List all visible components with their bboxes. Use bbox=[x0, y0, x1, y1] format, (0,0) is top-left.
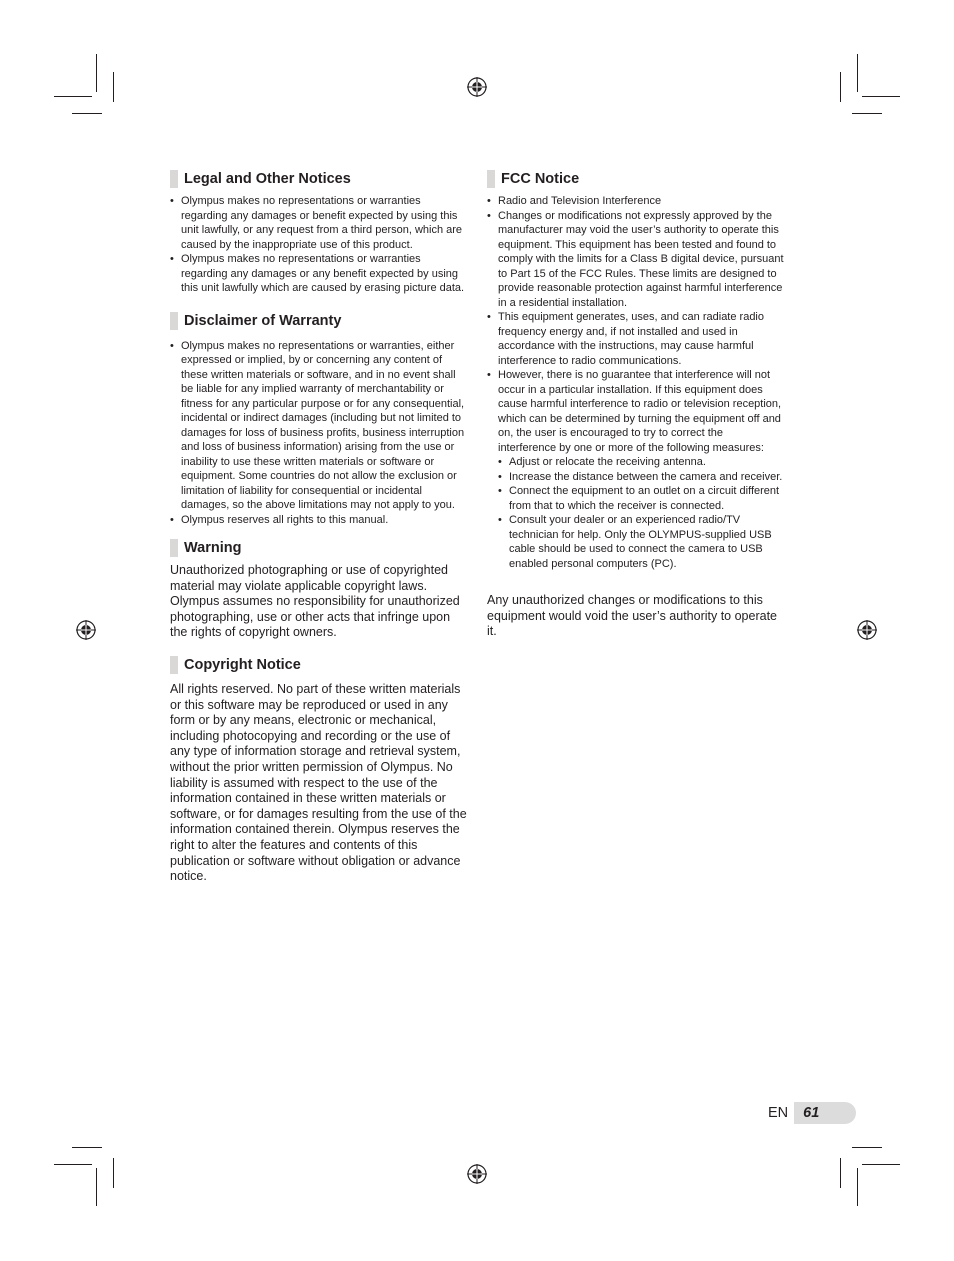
warning-section bbox=[170, 539, 467, 641]
list-item: • Olympus makes no representations or warranties, either expressed or implied, by or concerning any content of these written materials or software, and in no event shall be liable for any implied warranty of merchantability or fitness for any particular purpose or for any consequential, incidental or indirect damages (including but not limited to damages for loss of business profits, business interruption and loss of business information) arising from the use or inability to use these written materials or software or equipment. Some countries do not allow the exclusion or limitation of liability for consequential or incidental damages, so the above limitations may not apply to you. bbox=[170, 339, 467, 513]
crop-mark bbox=[840, 72, 841, 102]
fcc-heading: FCC Notice bbox=[487, 170, 784, 188]
legal-list bbox=[170, 194, 467, 296]
left-column bbox=[170, 170, 467, 885]
list-item: • Olympus reserves all rights to this manual. bbox=[170, 513, 467, 528]
list-item: • Consult your dealer or an experienced radio/TV technician for help. Only the OLYMPUS-supplied USB cable should be used to connect the camera to USB enabled personal computers (PC). bbox=[498, 513, 784, 571]
heading-bar bbox=[170, 539, 178, 557]
fcc-closing-text: Any unauthorized changes or modifications to this equipment would void the user’s authority to operate it. bbox=[487, 593, 777, 639]
page-number bbox=[768, 1102, 856, 1124]
list-item: • Radio and Television Interference bbox=[487, 194, 784, 209]
legal-heading: Legal and Other Notices bbox=[170, 170, 467, 188]
crop-mark bbox=[72, 1147, 102, 1148]
crop-mark bbox=[113, 1158, 114, 1188]
crop-mark bbox=[862, 96, 900, 97]
crop-mark bbox=[840, 1158, 841, 1188]
disclaimer-heading: Disclaimer of Warranty bbox=[170, 312, 467, 330]
registration-mark-icon bbox=[857, 620, 877, 640]
heading-bar bbox=[487, 170, 495, 188]
list-item: • Olympus makes no representations or warranties regarding any damages or any benefit expected by using this unit lawfully which are caused by erasing picture data. bbox=[170, 252, 467, 296]
crop-mark bbox=[113, 72, 114, 102]
crop-mark bbox=[852, 113, 882, 114]
fcc-section bbox=[487, 170, 784, 640]
registration-mark-icon bbox=[76, 620, 96, 640]
legal-section bbox=[170, 170, 467, 296]
crop-mark bbox=[857, 1168, 858, 1206]
page-number-tab: 61 bbox=[794, 1102, 856, 1124]
crop-mark bbox=[72, 113, 102, 114]
crop-mark bbox=[862, 1164, 900, 1165]
fcc-measures-list bbox=[498, 455, 784, 571]
heading-bar bbox=[170, 312, 178, 330]
crop-mark bbox=[54, 96, 92, 97]
warning-text: Unauthorized photographing or use of copyrighted material may violate applicable copyright laws. Olympus assumes no responsibility for unauthorized photographing, use or other acts that infringe upon the rights of copyright owners. bbox=[170, 563, 460, 640]
crop-mark bbox=[96, 1168, 97, 1206]
list-item: • This equipment generates, uses, and can radiate radio frequency energy and, if not installed and used in accordance with the instructions, may cause harmful interference to radio communications. bbox=[487, 310, 784, 368]
list-item: • Changes or modifications not expressly approved by the manufacturer may void the user’s authority to operate this equipment. This equipment has been tested and found to comply with the limits for a Class B digital device, pursuant to Part 15 of the FCC Rules. These limits are designed to provide reasonable protection against harmful interference in a residential installation. bbox=[487, 209, 784, 311]
heading-bar bbox=[170, 656, 178, 674]
disclaimer-section bbox=[170, 312, 467, 528]
list-item: • Connect the equipment to an outlet on a circuit different from that to which the receiver is connected. bbox=[498, 484, 784, 513]
right-column bbox=[487, 170, 784, 640]
fcc-list bbox=[487, 194, 784, 571]
list-item bbox=[487, 368, 784, 571]
crop-mark bbox=[857, 54, 858, 92]
registration-mark-icon bbox=[467, 1164, 487, 1184]
registration-mark-icon bbox=[467, 77, 487, 97]
crop-mark bbox=[54, 1164, 92, 1165]
list-item: • Adjust or relocate the receiving antenna. bbox=[498, 455, 784, 470]
copyright-section bbox=[170, 656, 467, 885]
copyright-text: All rights reserved. No part of these written materials or this software may be reproduced or used in any form or by any means, electronic or mechanical, including photocopying and recording or the use of any type of information storage and retrieval system, without the prior written permission of Olympus. No liability is assumed with respect to the use of the information contained in these written materials or software, or for damages resulting from the use of the information contained therein. Olympus reserves the right to alter the features and contents of this publication or software without obligation or advance notice. bbox=[170, 681, 467, 884]
heading-bar bbox=[170, 170, 178, 188]
crop-mark bbox=[96, 54, 97, 92]
language-label: EN bbox=[768, 1105, 789, 1121]
list-item-text: However, there is no guarantee that interference will not occur in a particular installation. If this equipment does cause harmful interference to radio or television reception, which can be determined by turning the equipment off and on, the user is encouraged to try to correct the interference by one or more of the following measures: bbox=[498, 369, 782, 454]
list-item: • Increase the distance between the camera and receiver. bbox=[498, 470, 784, 485]
list-item: • Olympus makes no representations or warranties regarding any damages or benefit expected by using this unit lawfully, or any request from a third person, which are caused by the inappropriate use of this product. bbox=[170, 194, 467, 252]
crop-mark bbox=[852, 1147, 882, 1148]
copyright-heading: Copyright Notice bbox=[170, 656, 467, 674]
disclaimer-list bbox=[170, 339, 467, 528]
warning-heading: Warning bbox=[170, 539, 467, 557]
